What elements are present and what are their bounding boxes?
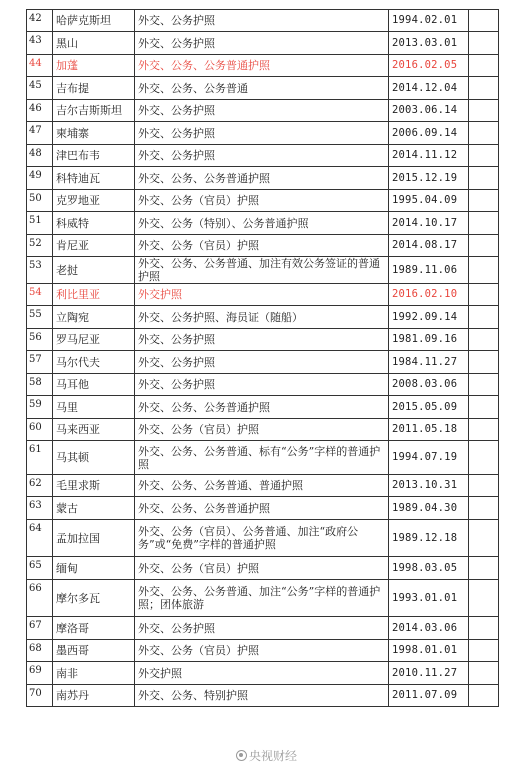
passport-types: 外交、公务护照 — [135, 374, 389, 396]
blank-cell — [469, 329, 499, 351]
visa-exemption-table — [26, 9, 498, 707]
row-number: 55 — [27, 306, 53, 329]
effective-date: 1994.02.01 — [389, 10, 469, 32]
country-name: 津巴布韦 — [53, 145, 135, 167]
row-number: 46 — [27, 100, 53, 122]
passport-types: 外交、公务、公务普通、加注“公务”字样的普通护照；团体旅游 — [135, 580, 389, 617]
table-row — [27, 329, 499, 351]
passport-types: 外交、公务、公务普通护照 — [135, 55, 389, 77]
blank-cell — [469, 55, 499, 77]
blank-cell — [469, 100, 499, 122]
table-row — [27, 212, 499, 235]
blank-cell — [469, 475, 499, 497]
table-row — [27, 640, 499, 662]
passport-types: 外交护照 — [135, 284, 389, 306]
effective-date: 2013.03.01 — [389, 32, 469, 55]
effective-date: 2014.03.06 — [389, 617, 469, 640]
row-number: 64 — [27, 520, 53, 557]
table-row — [27, 475, 499, 497]
country-name: 缅甸 — [53, 557, 135, 580]
blank-cell — [469, 235, 499, 257]
blank-cell — [469, 497, 499, 520]
passport-types: 外交护照 — [135, 662, 389, 685]
country-name: 马来西亚 — [53, 419, 135, 441]
passport-types: 外交、公务（官员）护照 — [135, 419, 389, 441]
blank-cell — [469, 10, 499, 32]
table-row — [27, 55, 499, 77]
blank-cell — [469, 685, 499, 707]
passport-types: 外交、公务护照 — [135, 100, 389, 122]
row-number: 66 — [27, 580, 53, 617]
row-number: 42 — [27, 10, 53, 32]
passport-types: 外交、公务护照 — [135, 329, 389, 351]
row-number: 68 — [27, 640, 53, 662]
effective-date: 2015.12.19 — [389, 167, 469, 190]
blank-cell — [469, 640, 499, 662]
effective-date: 2003.06.14 — [389, 100, 469, 122]
table-row — [27, 167, 499, 190]
country-name: 科威特 — [53, 212, 135, 235]
blank-cell — [469, 617, 499, 640]
country-name: 摩尔多瓦 — [53, 580, 135, 617]
blank-cell — [469, 351, 499, 374]
country-name: 孟加拉国 — [53, 520, 135, 557]
table-row — [27, 557, 499, 580]
row-number: 47 — [27, 122, 53, 145]
effective-date: 1989.12.18 — [389, 520, 469, 557]
passport-types: 外交、公务护照 — [135, 145, 389, 167]
blank-cell — [469, 441, 499, 475]
table-row — [27, 520, 499, 557]
row-number: 49 — [27, 167, 53, 190]
effective-date: 2011.05.18 — [389, 419, 469, 441]
effective-date: 2014.10.17 — [389, 212, 469, 235]
effective-date: 1995.04.09 — [389, 190, 469, 212]
table-row — [27, 617, 499, 640]
country-name: 黑山 — [53, 32, 135, 55]
table-row — [27, 580, 499, 617]
effective-date: 2016.02.05 — [389, 55, 469, 77]
row-number: 51 — [27, 212, 53, 235]
blank-cell — [469, 257, 499, 284]
blank-cell — [469, 396, 499, 419]
row-number: 45 — [27, 77, 53, 100]
row-number: 57 — [27, 351, 53, 374]
country-name: 肯尼亚 — [53, 235, 135, 257]
row-number: 59 — [27, 396, 53, 419]
blank-cell — [469, 374, 499, 396]
table-row — [27, 351, 499, 374]
table-row — [27, 10, 499, 32]
table-row — [27, 306, 499, 329]
passport-types: 外交、公务、公务普通护照 — [135, 396, 389, 419]
blank-cell — [469, 662, 499, 685]
country-name: 南苏丹 — [53, 685, 135, 707]
passport-types: 外交、公务、公务普通、普通护照 — [135, 475, 389, 497]
row-number: 44 — [27, 55, 53, 77]
effective-date: 2014.08.17 — [389, 235, 469, 257]
row-number: 50 — [27, 190, 53, 212]
watermark — [236, 747, 297, 764]
effective-date: 1984.11.27 — [389, 351, 469, 374]
blank-cell — [469, 190, 499, 212]
table-row — [27, 374, 499, 396]
table-row — [27, 662, 499, 685]
blank-cell — [469, 32, 499, 55]
table-row — [27, 419, 499, 441]
passport-types: 外交、公务（官员）、公务普通、加注“政府公务”或“免费”字样的普通护照 — [135, 520, 389, 557]
blank-cell — [469, 77, 499, 100]
row-number: 53 — [27, 257, 53, 284]
table-row — [27, 235, 499, 257]
passport-types: 外交、公务、公务普通护照 — [135, 167, 389, 190]
effective-date: 2006.09.14 — [389, 122, 469, 145]
country-name: 罗马尼亚 — [53, 329, 135, 351]
passport-types: 外交、公务（官员）护照 — [135, 190, 389, 212]
row-number: 62 — [27, 475, 53, 497]
row-number: 63 — [27, 497, 53, 520]
blank-cell — [469, 145, 499, 167]
passport-types: 外交、公务护照、海员证（随船） — [135, 306, 389, 329]
passport-types: 外交、公务、公务普通、标有“公务”字样的普通护照 — [135, 441, 389, 475]
effective-date: 1992.09.14 — [389, 306, 469, 329]
blank-cell — [469, 306, 499, 329]
table-row — [27, 497, 499, 520]
row-number: 65 — [27, 557, 53, 580]
passport-types: 外交、公务护照 — [135, 351, 389, 374]
country-name: 马耳他 — [53, 374, 135, 396]
row-number: 43 — [27, 32, 53, 55]
passport-types: 外交、公务、公务普通护照 — [135, 497, 389, 520]
effective-date: 1989.04.30 — [389, 497, 469, 520]
effective-date: 2011.07.09 — [389, 685, 469, 707]
table-row — [27, 284, 499, 306]
row-number: 56 — [27, 329, 53, 351]
effective-date: 1998.01.01 — [389, 640, 469, 662]
passport-types: 外交、公务、特别护照 — [135, 685, 389, 707]
country-name: 克罗地亚 — [53, 190, 135, 212]
country-name: 吉尔吉斯斯坦 — [53, 100, 135, 122]
country-name: 马尔代夫 — [53, 351, 135, 374]
table-row — [27, 190, 499, 212]
table-row — [27, 77, 499, 100]
country-name: 马里 — [53, 396, 135, 419]
table-row — [27, 441, 499, 475]
country-name: 利比里亚 — [53, 284, 135, 306]
effective-date: 2015.05.09 — [389, 396, 469, 419]
country-name: 墨西哥 — [53, 640, 135, 662]
passport-types: 外交、公务护照 — [135, 617, 389, 640]
effective-date: 1989.11.06 — [389, 257, 469, 284]
effective-date: 2014.12.04 — [389, 77, 469, 100]
row-number: 69 — [27, 662, 53, 685]
row-number: 61 — [27, 441, 53, 475]
blank-cell — [469, 284, 499, 306]
table-row — [27, 685, 499, 707]
country-name: 老挝 — [53, 257, 135, 284]
row-number: 60 — [27, 419, 53, 441]
country-name: 摩洛哥 — [53, 617, 135, 640]
watermark-text: 央视财经 — [249, 749, 298, 763]
row-number: 54 — [27, 284, 53, 306]
row-number: 48 — [27, 145, 53, 167]
country-name: 哈萨克斯坦 — [53, 10, 135, 32]
effective-date: 1993.01.01 — [389, 580, 469, 617]
table-body — [27, 10, 499, 707]
country-name: 吉布提 — [53, 77, 135, 100]
table-row — [27, 257, 499, 284]
country-name: 立陶宛 — [53, 306, 135, 329]
country-name: 加蓬 — [53, 55, 135, 77]
row-number: 70 — [27, 685, 53, 707]
effective-date: 2013.10.31 — [389, 475, 469, 497]
blank-cell — [469, 557, 499, 580]
blank-cell — [469, 520, 499, 557]
passport-types: 外交、公务护照 — [135, 122, 389, 145]
passport-types: 外交、公务（官员）护照 — [135, 640, 389, 662]
country-name: 蒙古 — [53, 497, 135, 520]
country-name: 南非 — [53, 662, 135, 685]
table-row — [27, 32, 499, 55]
effective-date: 2014.11.12 — [389, 145, 469, 167]
effective-date: 2016.02.10 — [389, 284, 469, 306]
row-number: 67 — [27, 617, 53, 640]
table-row — [27, 122, 499, 145]
passport-types: 外交、公务（官员）护照 — [135, 557, 389, 580]
passport-types: 外交、公务护照 — [135, 10, 389, 32]
table-row — [27, 145, 499, 167]
row-number: 58 — [27, 374, 53, 396]
effective-date: 2010.11.27 — [389, 662, 469, 685]
passport-types: 外交、公务、公务普通 — [135, 77, 389, 100]
country-name: 科特迪瓦 — [53, 167, 135, 190]
effective-date: 1994.07.19 — [389, 441, 469, 475]
blank-cell — [469, 212, 499, 235]
blank-cell — [469, 167, 499, 190]
table-row — [27, 100, 499, 122]
passport-types: 外交、公务（特别）、公务普通护照 — [135, 212, 389, 235]
blank-cell — [469, 122, 499, 145]
passport-types: 外交、公务、公务普通、加注有效公务签证的普通护照 — [135, 257, 389, 284]
country-name: 柬埔寨 — [53, 122, 135, 145]
passport-types: 外交、公务（官员）护照 — [135, 235, 389, 257]
country-name: 毛里求斯 — [53, 475, 135, 497]
effective-date: 2008.03.06 — [389, 374, 469, 396]
effective-date: 1998.03.05 — [389, 557, 469, 580]
blank-cell — [469, 419, 499, 441]
passport-types: 外交、公务护照 — [135, 32, 389, 55]
country-name: 马其顿 — [53, 441, 135, 475]
effective-date: 1981.09.16 — [389, 329, 469, 351]
row-number: 52 — [27, 235, 53, 257]
table-row — [27, 396, 499, 419]
weibo-logo-icon — [236, 750, 247, 761]
blank-cell — [469, 580, 499, 617]
